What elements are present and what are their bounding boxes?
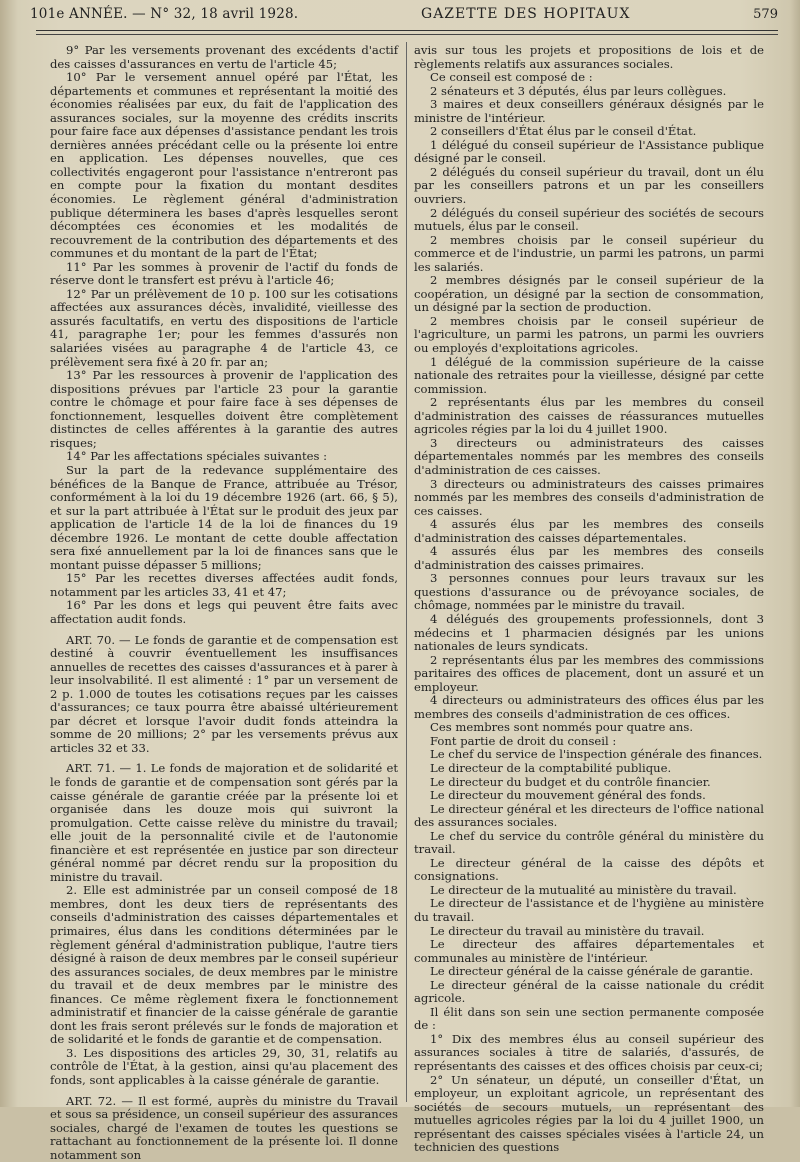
paragraph: 2 représentants élus par les membres du conseil d'administration des caisses de réassurances mutuelles agricoles régies par la loi du 4 juillet 1900. (414, 395, 764, 437)
paragraph: Font partie de droit du conseil : (430, 733, 617, 748)
paragraph: 11° Par les sommes à provenir de l'actif du fonds de réserve dont le transfert est prévu à l'article 46; (50, 259, 398, 288)
article-70: ART. 70. — Le fonds de garantie et de compensation est destiné à couvrir éventuellement les insuffisances annuelles de recettes des caisses d'assurances et à parer à leur insolvabilité. Il est alimenté : 1° par un versement de 2 p. 1.000 de toutes les cotisations reçues par les caisses d'assurances; ce taux pourra être abaissé ultérieurement par décret et lorsque l'avoir dudit fonds atteindra la somme de 20 millions; 2° par les versements prévus aux articles 32 et 33. (50, 632, 398, 755)
paragraph: 16° Par les dons et legs qui peuvent être faits avec affectation audit fonds. (50, 598, 398, 626)
paragraph: 1° Dix des membres élus au conseil supérieur des assurances sociales à titre de salariés, d'assurés, de représentants des caisses et des offices choisis par ceux-ci; (414, 1031, 764, 1074)
paragraph: Le directeur général et les directeurs de l'office national des assurances sociales. (414, 801, 764, 830)
paragraph: Le directeur du travail au ministère du travail. (430, 923, 705, 938)
paragraph: 3 maires et deux conseillers généraux désignés par le ministre de l'intérieur. (414, 97, 764, 125)
paragraph: Le directeur général de la caisse nationale du crédit agricole. (414, 977, 764, 1006)
paragraph: 12° Par un prélèvement de 10 p. 100 sur les cotisations affectées aux assurances décès, invalidité, vieillesse des assurés facultatifs, en vertu des dispositions de l'article 41, paragraphe 1er; pour les femmes d'assurés non salariées visées au paragraphe 4 de l'article 43, ce prélèvement sera fixé à 20 fr. par an; (50, 286, 398, 369)
paragraph: 2 conseillers d'État élus par le conseil d'État. (430, 124, 697, 139)
header-rule-thick (36, 30, 778, 31)
paragraph: avis sur tous les projets et propositions de lois et de règlements relatifs aux assurances sociales. (414, 43, 764, 71)
paragraph: Le directeur du budget et du contrôle financier. (430, 774, 711, 789)
paragraph: 3 directeurs ou administrateurs des caisses primaires nommés par les membres des conseils d'administration de ces caisses. (414, 476, 764, 518)
column-divider (406, 42, 407, 1102)
paragraph: Le directeur de l'assistance et de l'hygiène au ministère du travail. (414, 896, 764, 924)
paragraph: Le directeur général de la caisse générale de garantie. (430, 964, 754, 979)
page-number: 579 (753, 7, 778, 22)
paragraph: Le directeur général de la caisse des dépôts et consignations. (414, 855, 764, 884)
paragraph: 3 personnes connues pour leurs travaux sur les questions d'assurance ou de prévoyance sociales, de chômage, nommées par le ministre du travail. (414, 571, 764, 613)
paragraph: 9° Par les versements provenant des excédents d'actif des caisses d'assurances en vertu de l'article 45; (50, 43, 398, 71)
header-rule-thin (36, 34, 778, 35)
paragraph: Le directeur de la comptabilité publique. (430, 760, 672, 775)
left-column (50, 43, 398, 1162)
paragraph: 1 délégué du conseil supérieur de l'Assistance publique désigné par le conseil. (414, 137, 764, 166)
paragraph: 14° Par les affectations spéciales suivantes : (66, 449, 328, 464)
page-header (30, 6, 778, 28)
journal-title: GAZETTE DES HOPITAUX (421, 6, 631, 22)
paragraph: Le directeur de la mutualité au ministère du travail. (430, 882, 737, 897)
paragraph: 3 directeurs ou administrateurs des caisses départementales nommés par les membres des conseils d'administration de ces caisses. (414, 435, 764, 477)
article-71: ART. 71. — 1. Le fonds de majoration et de solidarité et le fonds de garantie et de compensation sont gérés par la caisse générale de garantie créée par la présente loi et organisée dans les douze mois qui suivront la promulgation. Cette caisse relève du ministre du travail; elle jouit de la personnalité civile et de l'autonomie financière et est représentée en justice par son directeur général nommé par décret rendu sur la proposition du ministre du travail. (50, 761, 398, 884)
paragraph: Le chef du service de l'inspection générale des finances. (430, 747, 763, 762)
paragraph: 2 délégués du conseil supérieur des sociétés de secours mutuels, élus par le conseil. (414, 205, 764, 234)
paragraph: Ce conseil est composé de : (430, 70, 593, 85)
paragraph: 15° Par les recettes diverses affectées audit fonds, notamment par les articles 33, 41 et 47; (50, 571, 398, 599)
paragraph: 3. Les dispositions des articles 29, 30, 31, relatifs au contrôle de l'État, à la gestion, ainsi qu'au placement des fonds, sont applicables à la caisse générale de garantie. (50, 1045, 398, 1088)
paragraph: Ces membres sont nommés pour quatre ans. (430, 720, 694, 735)
article-72: ART. 72. — Il est formé, auprès du ministre du Travail et sous sa présidence, un conseil supérieur des assurances sociales, chargé de l'examen de toutes les questions se rattachant au fonctionnement de la présente loi. Il donne notamment son (50, 1093, 398, 1162)
issue-info: 101e ANNÉE. — N° 32, 18 avril 1928. (30, 6, 299, 22)
paragraph: 10° Par le versement annuel opéré par l'État, les départements et communes et représentant la moitié des économies réalisées par eux, du fait de l'application des assurances sociales, sur la moyenne des crédits inscrits pour faire face aux dépenses d'assistance pendant les trois dernières années précédant celle ou la présente loi entre en application. Les dépenses nouvelles, que ces collectivités engageront pour l'assistance n'entreront pas en compte pour la fixation du montant desdites économies. Le règlement général d'administration publique déterminera les bases d'après lesquelles seront décomptées ces économies et les modalités de recouvrement de la contribution des départements et des communes et du montant de la part de l'État; (50, 70, 398, 261)
paragraph: 4 directeurs ou administrateurs des offices élus par les membres des conseils d'administration de ces offices. (414, 693, 764, 721)
paragraph: 2 sénateurs et 3 députés, élus par leurs collègues. (430, 83, 727, 98)
paragraph: 1 délégué de la commission supérieure de la caisse nationale des retraites pour la vieillesse, désigné par cette commission. (414, 354, 764, 396)
paragraph: Le directeur des affaires départementales et communales au ministère de l'intérieur. (414, 937, 764, 965)
paragraph: 2 représentants élus par les membres des commissions paritaires des offices de placement, dont un assuré et un employeur. (414, 652, 764, 694)
paragraph: Le directeur du mouvement général des fonds. (430, 788, 706, 803)
paragraph: 4 assurés élus par les membres des conseils d'administration des caisses départementales. (414, 517, 764, 545)
paragraph: 4 délégués des groupements professionnels, dont 3 médecins et 1 pharmacien désignés par les unions nationales de leurs syndicats. (414, 611, 764, 654)
paragraph: 4 assurés élus par les membres des conseils d'administration des caisses primaires. (414, 544, 764, 572)
paragraph: 13° Par les ressources à provenir de l'application des dispositions prévues par l'article 23 pour la garantie contre le chômage et pour faire face à ses dépenses de fonctionnement, lesquelles doivent être complètement distinctes de celles afférentes à la garantie des autres risques; (50, 368, 398, 450)
paragraph: 2 membres choisis par le conseil supérieur de l'agriculture, un parmi les patrons, un parmi les ouvriers ou employés d'exploitations agricoles. (414, 313, 764, 356)
paragraph: Sur la part de la redevance supplémentaire des bénéfices de la Banque de France, attribuée au Trésor, conformément à la loi du 19 décembre 1926 (art. 66, § 5), et sur la part attribuée à l'État sur le produit des jeux par application de l'article 14 de la loi de finances du 19 décembre 1926. Le montant de cette double affectation sera fixé annuellement par la loi de finances sans que le montant puisse dépasser 5 millions; (50, 462, 398, 572)
paragraph: 2° Un sénateur, un député, un conseiller d'État, un employeur, un exploitant agricole, un représentant des sociétés de secours mutuels, un représentant des mutuelles agricoles régies par la loi du 4 juillet 1900, un représentant des caisses spéciales visées à l'article 24, un technicien des questions (414, 1072, 764, 1155)
paragraph: 2 membres choisis par le conseil supérieur du commerce et de l'industrie, un parmi les patrons, un parmi les salariés. (414, 232, 764, 274)
paragraph: Le chef du service du contrôle général du ministère du travail. (414, 828, 764, 857)
paragraph: 2 membres désignés par le conseil supérieur de la coopération, un désigné par la section de consommation, un désigné par la section de production. (414, 273, 764, 315)
right-column (414, 43, 764, 1155)
paragraph: 2. Elle est administrée par un conseil composé de 18 membres, dont les deux tiers de représentants des conseils d'administration des caisses départementales et primaires, élus dans les conditions déterminées par le règlement général d'administration publique, l'autre tiers désigné à raison de deux membres par le conseil supérieur des assurances sociales, de deux membres par le ministre du travail et de deux membres par le ministre des finances. Ce même règlement fixera le fonctionnement administratif et financier de la caisse générale de garantie dont les frais seront prélevés sur le fonds de majoration et de solidarité et le fonds de garantie et de compensation. (50, 883, 398, 1047)
paragraph: Il élit dans son sein une section permanente composée de : (414, 1004, 764, 1033)
paragraph: 2 délégués du conseil supérieur du travail, dont un élu par les conseillers patrons et un par les conseillers ouvriers. (414, 164, 764, 207)
